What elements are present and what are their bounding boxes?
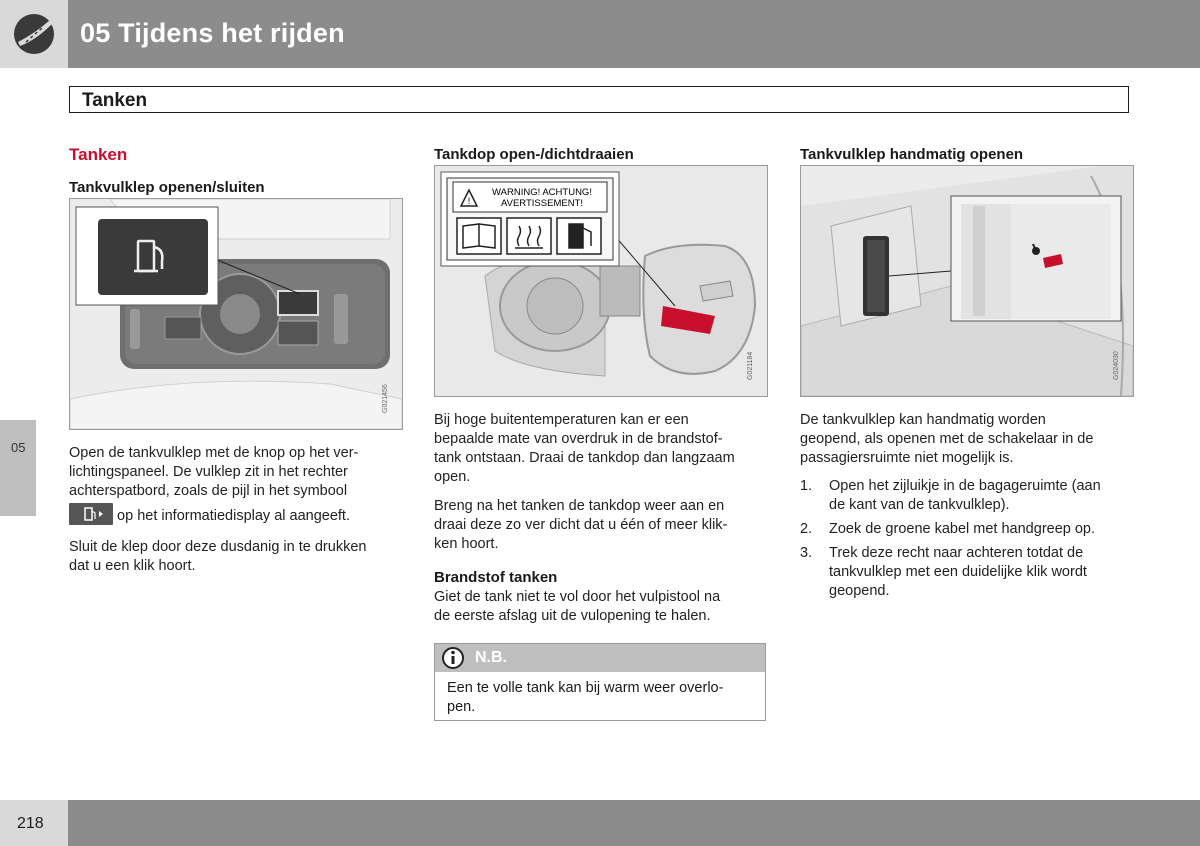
note-header bbox=[435, 644, 765, 672]
warning-line2: AVERTISSEMENT! bbox=[501, 198, 583, 209]
chapter-logo bbox=[0, 0, 68, 68]
step-text: Open het zijluikje in de bagageruimte (aan de kant van de tankvulklep). bbox=[829, 478, 1101, 513]
manual-release-figure bbox=[800, 165, 1134, 397]
fuel-cap-illustration bbox=[435, 166, 767, 396]
column2-paragraph3: Giet de tank niet te vol door het vulpistool na de eerste afslag uit de vulopening te halen. bbox=[434, 589, 721, 624]
warning-line1: WARNING! ACHTUNG! bbox=[492, 187, 592, 198]
column1-paragraph2: Sluit de klep door deze dusdanig in te drukken dat u een klik hoort. bbox=[69, 539, 367, 574]
note-title: N.B. bbox=[475, 649, 507, 666]
heat-icon bbox=[507, 218, 551, 254]
svg-text:!: ! bbox=[467, 196, 471, 206]
manual-icon bbox=[457, 218, 501, 254]
figure-code: G021456 bbox=[382, 384, 389, 413]
chapter-side-tab bbox=[0, 420, 36, 516]
column1-heading: Tanken bbox=[69, 145, 128, 164]
light-panel-illustration bbox=[70, 199, 402, 429]
column2-subheading2: Brandstof tanken bbox=[434, 569, 558, 586]
light-panel-figure bbox=[69, 198, 403, 430]
figure-code: G021184 bbox=[747, 351, 754, 380]
column3-paragraph1: De tankvulklep kan handmatig worden geopend, als openen met de schakelaar in de passagiersruimte niet mogelijk is. bbox=[800, 412, 1094, 466]
section-title-box bbox=[69, 86, 1129, 113]
manual-release-illustration bbox=[801, 166, 1133, 396]
step-number: 1. bbox=[800, 478, 813, 494]
column3-subheading: Tankvulklep handmatig openen bbox=[800, 146, 1024, 163]
column1-paragraph1: Open de tankvulklep met de knop op het ver- lichtingspaneel. De vulklep zit in het rechter achterspatbord, zoals de pijl in het symbool op het informatiedisplay al aangeeft. bbox=[69, 445, 359, 524]
step-text: Trek deze recht naar achteren totdat de tankvulklep met een duidelijke klik wordt geopend. bbox=[829, 545, 1087, 599]
chapter-title: 05 Tijdens het rijden bbox=[80, 18, 345, 48]
figure-code: G024030 bbox=[1113, 351, 1120, 380]
info-icon bbox=[440, 646, 466, 670]
fuel-pump-icon bbox=[557, 218, 601, 254]
note-text: Een te volle tank kan bij warm weer overlo- pen. bbox=[447, 680, 724, 715]
column2-subheading: Tankdop open-/dichtdraaien bbox=[434, 146, 634, 163]
step-number: 2. bbox=[800, 521, 813, 537]
side-tab-label: 05 bbox=[11, 440, 26, 455]
column1-subheading: Tankvulklep openen/sluiten bbox=[69, 179, 265, 196]
column2-paragraph1: Bij hoge buitentemperaturen kan er een bepaalde mate van overdruk in de brandstof- tank ontstaan. Draai de tankdop dan langzaam open. bbox=[434, 412, 735, 485]
fuel-display-symbol-icon bbox=[69, 503, 113, 525]
page-number: 218 bbox=[17, 815, 44, 832]
step-number: 3. bbox=[800, 545, 813, 561]
road-icon bbox=[12, 12, 56, 56]
fuel-cap-figure bbox=[434, 165, 768, 397]
section-title: Tanken bbox=[82, 90, 148, 111]
step-text: Zoek de groene kabel met handgreep op. bbox=[829, 521, 1096, 537]
column2-paragraph2: Breng na het tanken de tankdop weer aan en draai deze zo ver dicht dat u één of meer klik- ken hoort. bbox=[434, 498, 728, 552]
note-box bbox=[434, 643, 766, 721]
page-footer bbox=[0, 800, 1200, 846]
